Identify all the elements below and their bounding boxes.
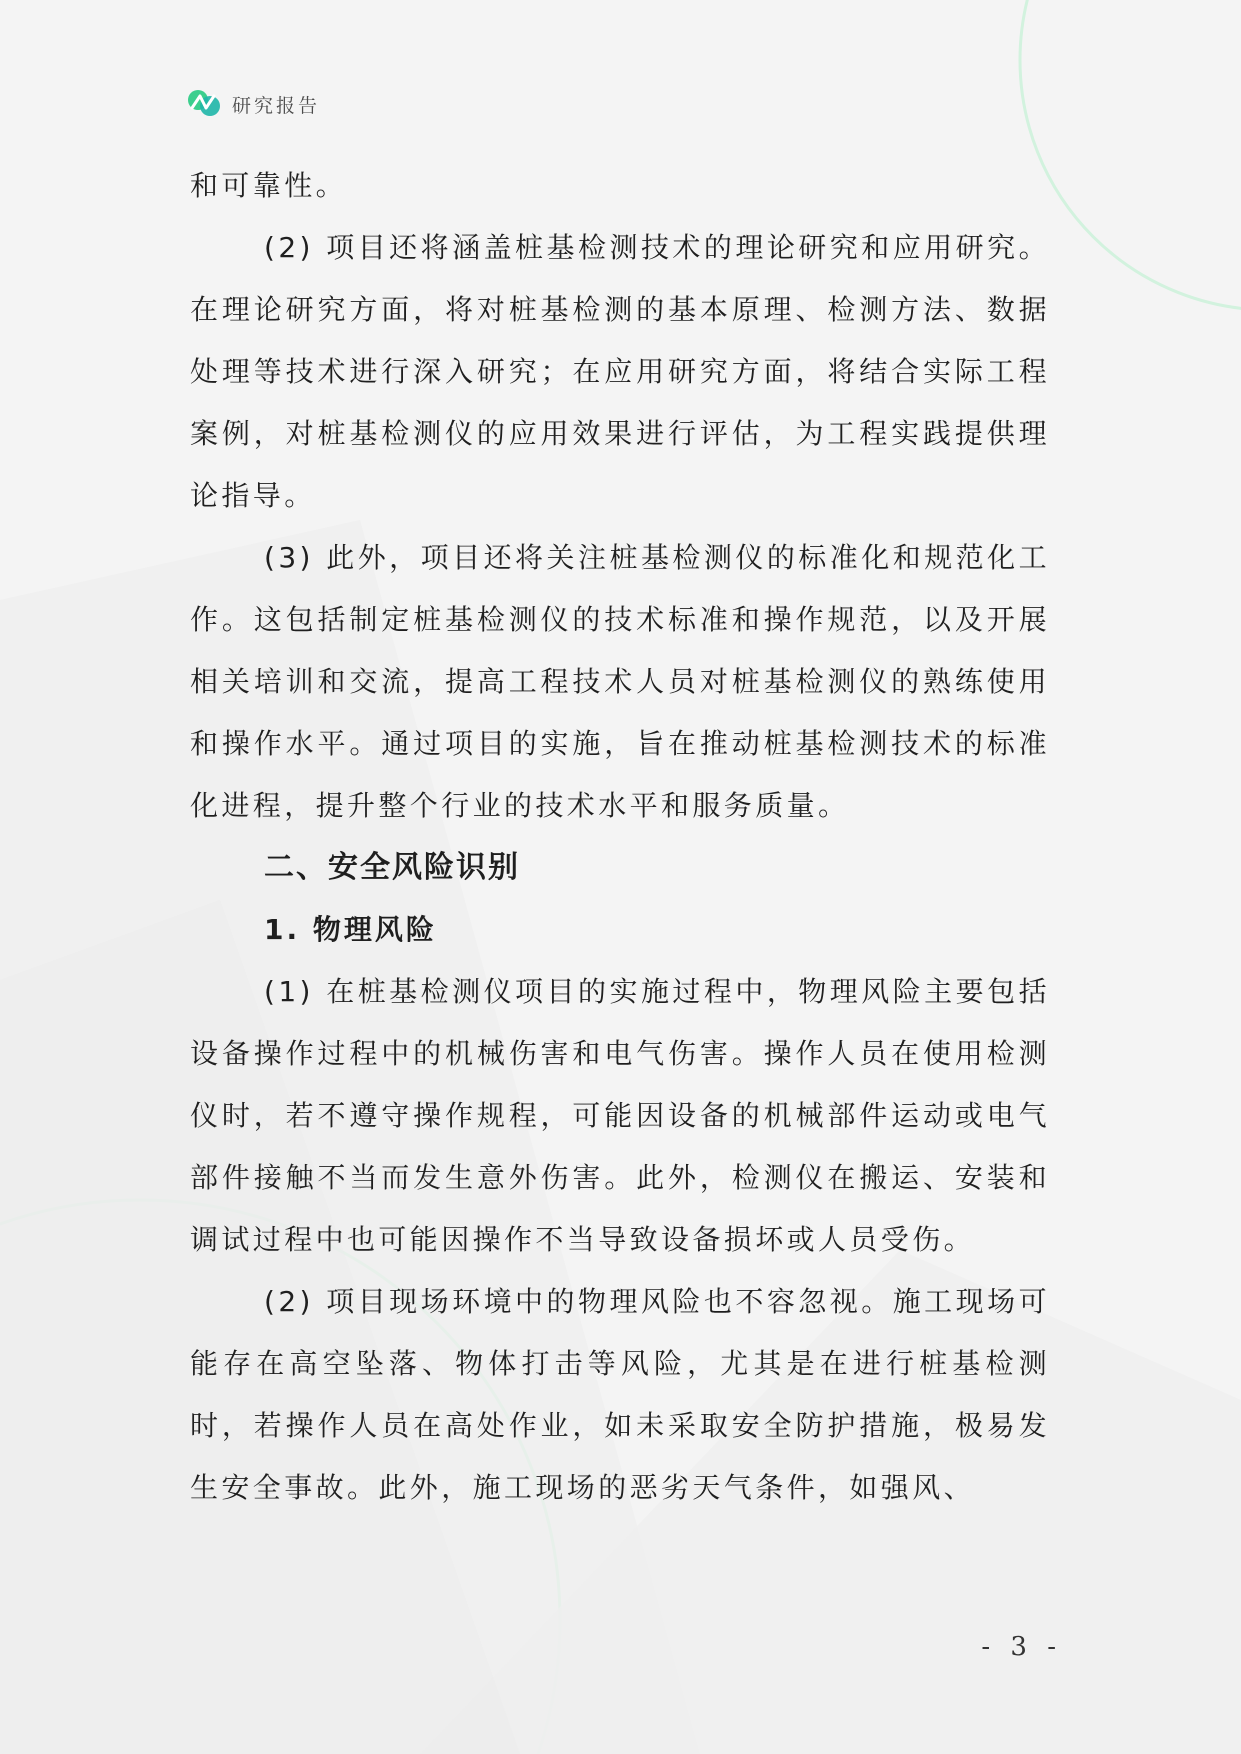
section-heading: 二、安全风险识别 xyxy=(264,850,520,885)
paragraph-risk-1: (1) 在桩基检测仪项目的实施过程中，物理风险主要包括设备操作过程中的机械伤害和电气伤害。操作人员在使用检测仪时，若不遵守操作规程，可能因设备的机械部件运动或电气部件接触不当而发生意外伤害。此外，检测仪在搬运、安装和调试过程中也可能因操作不当导致设备损坏或人员受伤。 xyxy=(190,975,1050,1256)
paragraph-continuation: 和可靠性。 xyxy=(190,169,348,202)
page-number: - 3 - xyxy=(981,1632,1062,1662)
paragraph-item-3: (3) 此外，项目还将关注桩基检测仪的标准化和规范化工作。这包括制定桩基检测仪的技术标准和操作规范，以及开展相关培训和交流，提高工程技术人员对桩基检测仪的熟练使用和操作水平。通过项目的实施，旨在推动桩基检测技术的标准化进程，提升整个行业的技术水平和服务质量。 xyxy=(190,541,1050,822)
subsection-heading: 1. 物理风险 xyxy=(264,913,437,946)
document-body xyxy=(190,155,1050,1519)
brand-logo-icon xyxy=(186,86,222,122)
header-label: 研究报告 xyxy=(232,94,321,117)
document-header xyxy=(186,86,320,122)
paragraph-item-2: (2) 项目还将涵盖桩基检测技术的理论研究和应用研究。在理论研究方面，将对桩基检测的基本原理、检测方法、数据处理等技术进行深入研究；在应用研究方面，将结合实际工程案例，对桩基检测仪的应用效果进行评估，为工程实践提供理论指导。 xyxy=(190,231,1050,512)
paragraph-risk-2: (2) 项目现场环境中的物理风险也不容忽视。施工现场可能存在高空坠落、物体打击等风险，尤其是在进行桩基检测时，若操作人员在高处作业，如未采取安全防护措施，极易发生安全事故。此外，施工现场的恶劣天气条件，如强风、 xyxy=(190,1285,1050,1504)
